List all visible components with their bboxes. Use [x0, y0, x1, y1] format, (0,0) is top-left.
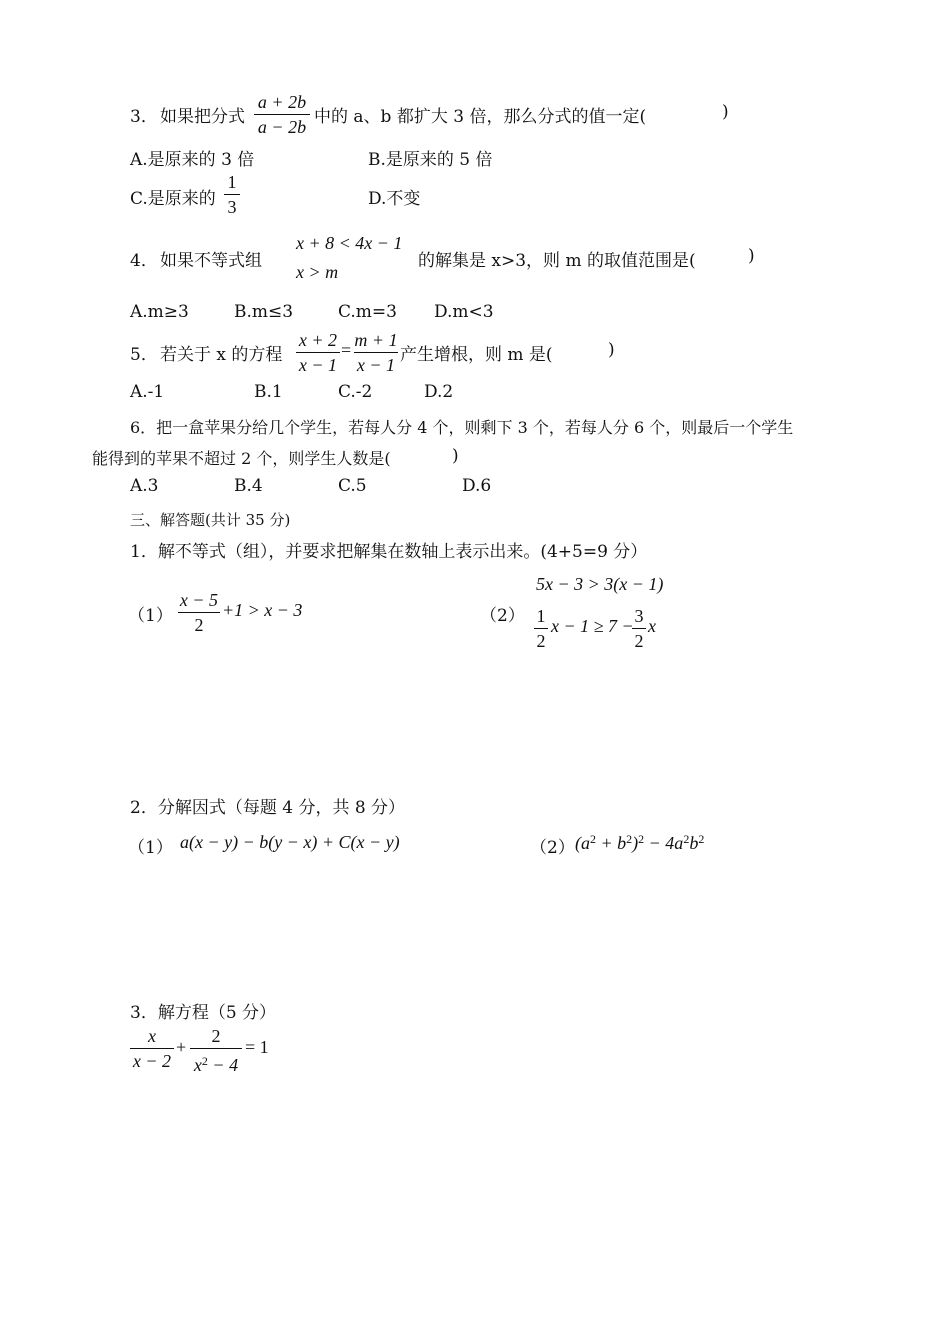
q5-equals: =	[341, 340, 352, 360]
exponent: 2	[626, 832, 633, 846]
exponent: 2	[683, 832, 690, 846]
problem-1-sub2-f2-denominator: 2	[634, 631, 644, 651]
problem-1-sub2-f1-denominator: 2	[536, 631, 546, 651]
q5-right-fraction	[354, 330, 398, 375]
q3-fraction-numerator: a + 2b	[257, 92, 307, 112]
p2-part-c: )	[632, 833, 639, 853]
section-3-heading: 三、解答题(共计 35 分)	[130, 511, 291, 529]
p2-part-a: (a	[575, 833, 590, 853]
fraction-bar	[632, 628, 646, 629]
problem-2-title: 2．分解因式（每题 4 分，共 8 分）	[130, 798, 406, 818]
exponent: 2	[638, 832, 645, 846]
problem-2-sub2-label: （2）	[530, 838, 575, 858]
problem-1-sub1-fraction	[178, 590, 220, 635]
q5-right-denominator: x − 1	[356, 355, 396, 375]
q3-text-before-fraction: 如果把分式	[160, 107, 245, 127]
q6-paren-close: )	[452, 446, 459, 466]
q5-right-numerator: m + 1	[354, 330, 398, 350]
q3-number: 3．	[130, 107, 158, 127]
problem-1-sub2-line-1: 5x − 3 > 3(x − 1)	[536, 574, 664, 594]
q4-system-line-1: x + 8 < 4x − 1	[296, 233, 403, 253]
q5-option-a: A.-1	[130, 382, 165, 402]
q4-paren-close: )	[748, 246, 755, 266]
problem-1-title: 1．解不等式（组），并要求把解集在数轴上表示出来。(4+5=9 分）	[130, 542, 648, 562]
p2-part-b: + b	[596, 833, 627, 853]
problem-1-sub2-label: （2）	[480, 606, 525, 626]
fraction-bar	[534, 628, 548, 629]
q5-left-denominator: x − 1	[298, 355, 338, 375]
q3-option-a: A.是原来的 3 倍	[130, 150, 255, 170]
q4-text-after-system: 的解集是 x>3，则 m 的取值范围是(	[418, 251, 696, 271]
exponent: 2	[698, 832, 705, 846]
q4-text-before-system: 如果不等式组	[160, 251, 262, 271]
p2-part-e: b	[689, 833, 699, 853]
problem-3-f1-numerator: x	[148, 1026, 156, 1046]
q4-number: 4．	[130, 251, 158, 271]
q3-option-c-fraction	[224, 172, 240, 217]
q4-option-d: D.m<3	[434, 302, 494, 322]
q6-text-line-2: 能得到的苹果不超过 2 个，则学生人数是(	[92, 449, 391, 468]
fraction-bar	[130, 1048, 174, 1049]
problem-1-sub1-numerator: x − 5	[179, 590, 219, 610]
problem-2-sub1-label: （1）	[128, 838, 173, 858]
q3-option-c-numerator: 1	[227, 172, 237, 192]
q6-option-c: C.5	[338, 476, 367, 496]
q5-number: 5．	[130, 345, 158, 365]
fraction-bar	[178, 612, 220, 613]
q4-system-line-2: x > m	[296, 262, 339, 282]
p2-part-d: − 4a	[644, 833, 684, 853]
problem-2-sub2-expression	[575, 832, 704, 854]
q5-left-fraction	[296, 330, 340, 375]
q4-option-a: A.m≥3	[130, 302, 189, 322]
q3-fraction	[254, 92, 310, 137]
q5-text-after-equation: 产生增根，则 m 是(	[400, 345, 553, 365]
q5-option-d: D.2	[424, 382, 454, 402]
fraction-bar	[296, 352, 340, 353]
q6-option-b: B.4	[234, 476, 263, 496]
q3-option-b: B.是原来的 5 倍	[368, 150, 493, 170]
q6-text-line-1: 6．把一盒苹果分给几个学生，若每人分 4 个，则剩下 3 个，若每人分 6 个，则最后一个学生	[130, 418, 794, 437]
problem-1-sub1-label: （1）	[128, 606, 173, 626]
q6-option-d: D.6	[462, 476, 492, 496]
problem-1-sub2-fraction-2	[632, 606, 646, 651]
q5-text-before-equation: 若关于 x 的方程	[160, 345, 283, 365]
exponent: 2	[590, 832, 596, 846]
problem-3-fraction-2	[190, 1026, 242, 1075]
problem-1-sub1-rest: +1 > x − 3	[222, 600, 303, 620]
problem-2-sub1-expression: a(x − y) − b(y − x) + C(x − y)	[180, 832, 400, 852]
p3-den-rest: − 4	[207, 1055, 239, 1075]
q3-paren-close: )	[722, 102, 729, 122]
problem-1-sub2-middle: x − 1 ≥ 7 −	[551, 616, 634, 636]
problem-3-f2-numerator: 2	[211, 1026, 221, 1046]
q5-option-c: C.-2	[338, 382, 373, 402]
problem-1-sub1-denominator: 2	[194, 615, 204, 635]
fraction-bar	[354, 352, 398, 353]
p3-den-x: x	[193, 1055, 202, 1075]
q3-option-d: D.不变	[368, 189, 421, 209]
q6-option-a: A.3	[130, 476, 159, 496]
fraction-bar	[224, 194, 240, 195]
problem-1-sub2-end: x	[648, 616, 656, 636]
q4-option-b: B.m≤3	[234, 302, 294, 322]
q5-paren-close: )	[608, 340, 615, 360]
fraction-bar	[254, 114, 310, 115]
q3-text-after-fraction: 中的 a、b 都扩大 3 倍，那么分式的值一定(	[314, 107, 647, 127]
problem-1-sub2-f1-numerator: 1	[536, 606, 546, 626]
q5-left-numerator: x + 2	[298, 330, 338, 350]
q3-fraction-denominator: a − 2b	[257, 117, 307, 137]
problem-3-rhs: = 1	[245, 1037, 269, 1057]
q3-option-c: C.是原来的	[130, 189, 216, 209]
problem-3-fraction-1	[130, 1026, 174, 1071]
q4-option-c: C.m=3	[338, 302, 397, 322]
problem-1-sub2-fraction-1	[534, 606, 548, 651]
problem-3-f1-denominator: x − 2	[132, 1051, 172, 1071]
q3-option-c-denominator: 3	[227, 197, 237, 217]
exponent: 2	[201, 1054, 208, 1068]
problem-3-title: 3．解方程（5 分）	[130, 1003, 277, 1023]
q5-option-b: B.1	[254, 382, 283, 402]
fraction-bar	[190, 1048, 242, 1049]
problem-3-plus: +	[176, 1037, 187, 1057]
problem-1-sub2-f2-numerator: 3	[634, 606, 644, 626]
problem-3-f2-denominator	[190, 1051, 242, 1075]
